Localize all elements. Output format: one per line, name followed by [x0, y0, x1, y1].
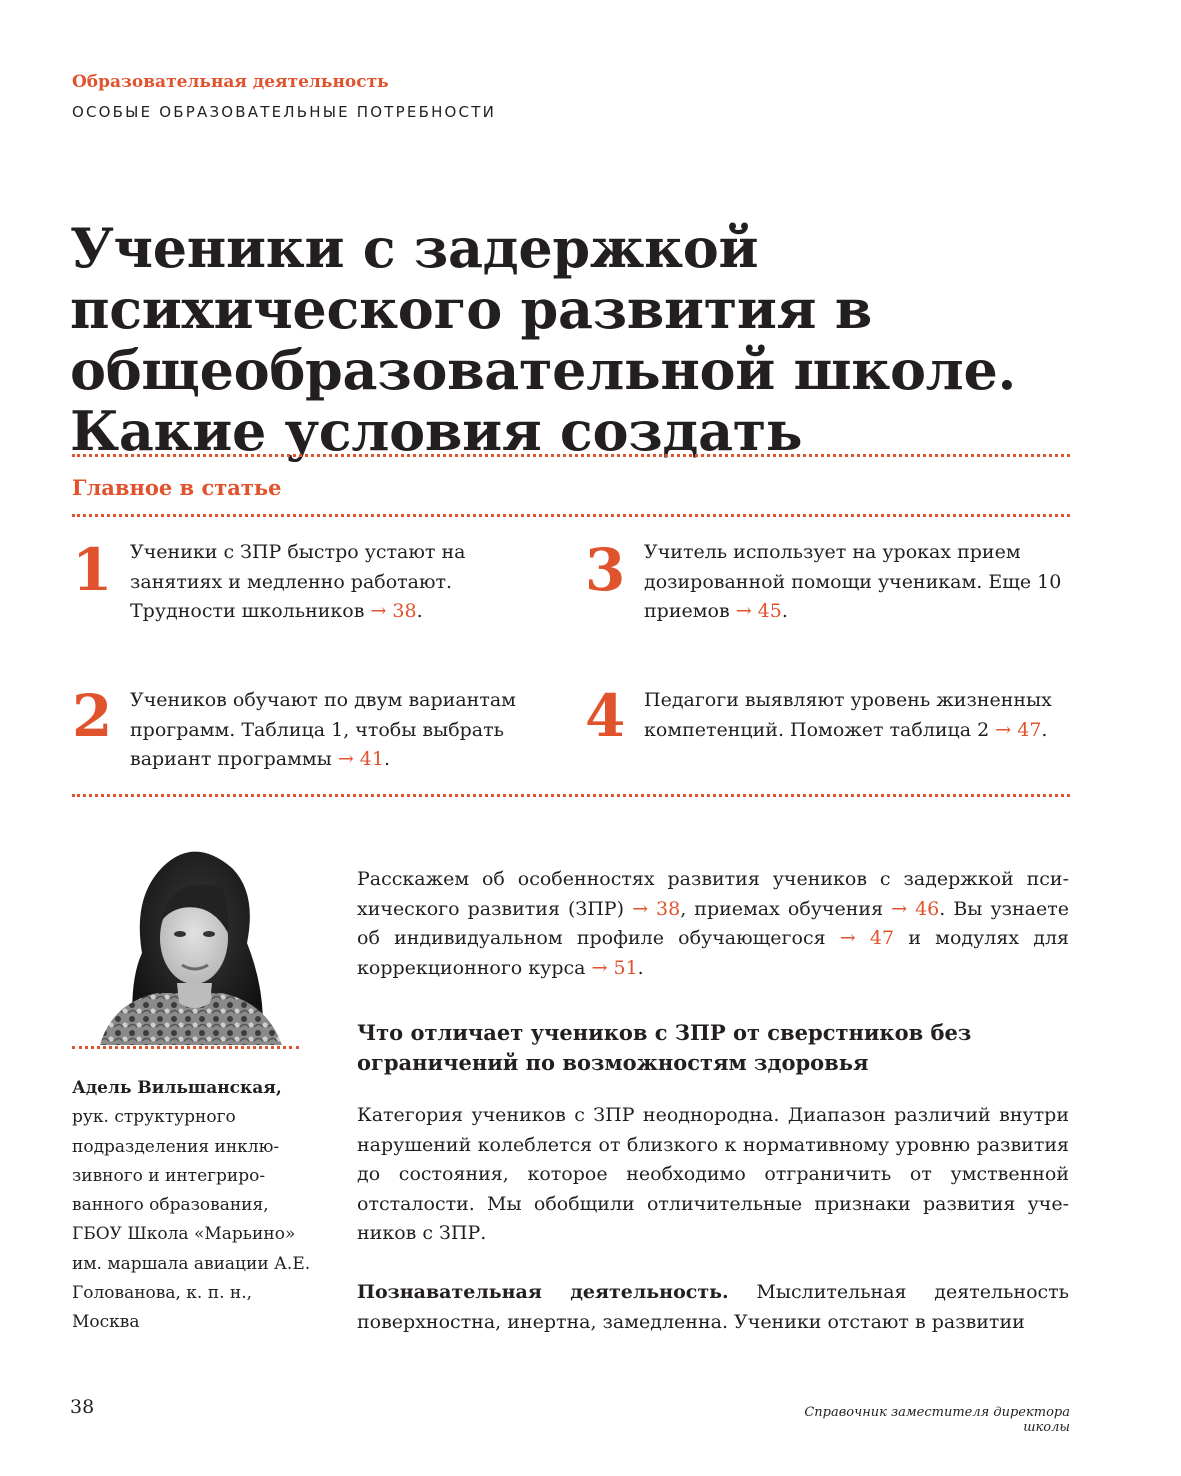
page-reference-link[interactable]: → 38 [632, 897, 681, 920]
page-reference-link[interactable]: → 46 [891, 897, 940, 920]
dotted-divider [72, 794, 1070, 797]
dotted-divider [72, 1046, 299, 1049]
summary-point-text: Педагоги выявляют уровень жизненных компетенций. Поможет таблица 2 → 47. [644, 689, 1052, 741]
intro-paragraph: Расскажем об особенностях развития учеников с задержкой психического развития (ЗПР) → 38, приемах обучения → 46. Вы узнаете об индивидуальном профиле обучающегося → 47 и модулях для коррекционного курса → 51. [357, 868, 1070, 979]
body-paragraph: Категория учеников с ЗПР неоднородна. Диапазон различий внутри нарушений колеблется от близкого к нормативному уровню развития до состояния, которое необходимо отграничить от умственной отсталости. Мы обобщили отличительные признаки развития учеников с ЗПР. [357, 1104, 1069, 1244]
body-paragraph: Познавательная деятельность. Мыслительная деятельность поверхностна, инертна, замедленна. Ученики отстают в развитии [357, 1281, 1069, 1333]
paragraph-lead: Познавательная деятельность. [357, 1281, 729, 1303]
page-reference-link[interactable]: → 47 [995, 718, 1042, 741]
author-info [72, 1074, 312, 1338]
summary-point-number: 4 [585, 682, 626, 750]
section-subrubric: ОСОБЫЕ ОБРАЗОВАТЕЛЬНЫЕ ПОТРЕБНОСТИ [72, 103, 497, 121]
summary-point-number: 3 [585, 536, 626, 604]
journal-name: Справочник заместителя директора школы [804, 1405, 1070, 1435]
page-reference-link[interactable]: → 41 [337, 748, 384, 770]
dotted-divider [72, 514, 1070, 517]
summary-point-text: Ученики с ЗПР быстро устают на занятиях и медленно работают. Трудности школьников → 38. [130, 541, 466, 622]
section-rubric: Образовательная деятельность [72, 72, 389, 92]
page-number: 38 [70, 1396, 95, 1418]
author-photo [72, 833, 299, 1045]
author-portrait-icon [72, 833, 299, 1045]
summary-point-text: Учеников обучают по двум вариантам программ. Таблица 1, чтобы выбрать вариант программы → 41. [130, 689, 516, 770]
page-reference-link[interactable]: → 45 [735, 600, 782, 622]
summary-point-number: 2 [72, 682, 113, 750]
section-heading: Что отличает учеников с ЗПР от сверстников без ограничений по возможностям здоровья [357, 1020, 972, 1075]
summary-point-text: Учитель использует на уроках прием дозированной помощи ученикам. Еще 10 приемов → 45. [644, 541, 1062, 622]
dotted-divider [72, 454, 1070, 457]
summary-point-number: 1 [72, 536, 113, 604]
summary-heading: Главное в статье [72, 475, 282, 500]
page-reference-link[interactable]: → 47 [839, 927, 895, 949]
article-title: Ученики с задержкой психического развития в общеобразовательной школе. Какие условия создать [70, 216, 1017, 463]
page-reference-link[interactable]: → 38 [370, 600, 417, 622]
author-name: Адель Вильшанская, [72, 1078, 282, 1098]
author-position: рук. структурного подразделения инклюзивного и интегрированного образования, ГБОУ Школа «Марьино» им. маршала авиации А.Е. Голованова, к. п. н., Москва [72, 1107, 311, 1333]
page-reference-link[interactable]: → 51 [591, 956, 638, 979]
